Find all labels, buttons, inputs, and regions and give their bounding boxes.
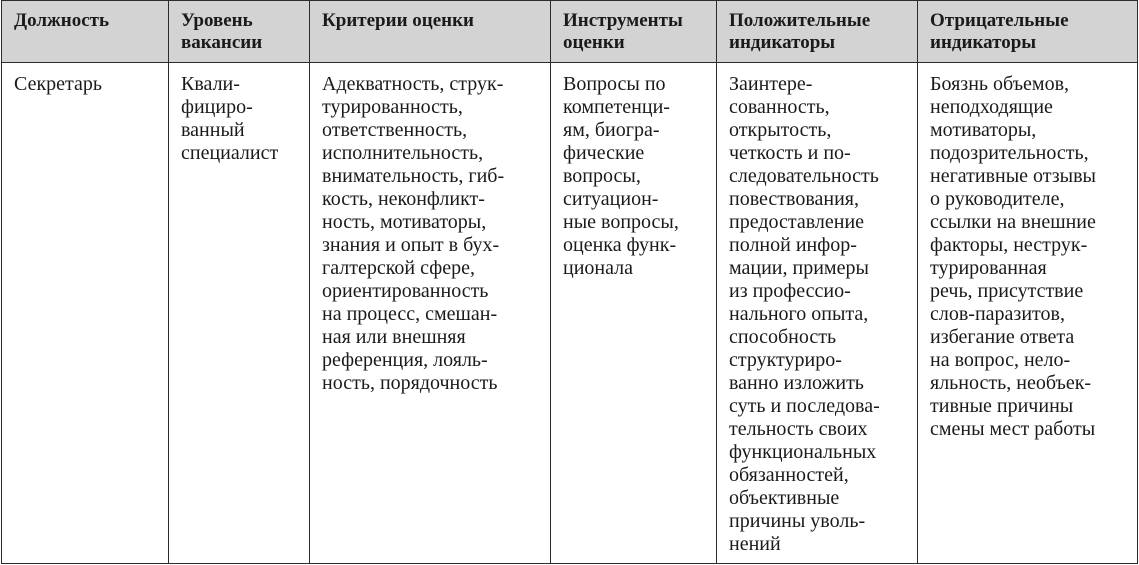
cell-evaluation-tools: Вопросы по компетенци- ям, биогра- фические вопросы, ситуацион- ные вопросы, оценка функ- ционала xyxy=(551,63,717,564)
header-positive-indicators: Положительные индикаторы xyxy=(717,1,918,63)
header-negative-indicators: Отрицательные индикаторы xyxy=(918,1,1138,63)
evaluation-table-page xyxy=(1,0,1137,564)
header-row xyxy=(2,1,1138,63)
table-row xyxy=(2,63,1138,564)
table-body xyxy=(2,63,1138,564)
cell-positive-indicators: Заинтере- сованность, открытость, четкость и по- следовательность повествования, предоставление полной инфор- мации, примеры из профессио- нального опыта, способность структуриро- ванно изложить суть и последова- тельность своих функциональных обязанностей, объективные причины уволь- нений xyxy=(717,63,918,564)
cell-vacancy-level: Квали- фициро- ванный специалист xyxy=(169,63,310,564)
header-evaluation-tools: Инструменты оценки xyxy=(551,1,717,63)
cell-negative-indicators: Боязнь объемов, неподходящие мотиваторы, подозрительность, негативные отзывы о руководителе, ссылки на внешние факторы, неструк- турированная речь, присутствие слов-паразитов, избегание ответа на вопрос, нело- яльность, необъек- тивные причины смены мест работы xyxy=(918,63,1138,564)
header-vacancy-level: Уровень вакансии xyxy=(169,1,310,63)
cell-evaluation-criteria: Адекватность, струк- турированность, ответственность, исполнительность, внимательность, гиб- кость, неконфликт- ность, мотиваторы, знания и опыт в бух- галтерской сфере, ориентированность на процесс, смешан- ная или внешняя референция, лояль- ность, порядочность xyxy=(310,63,551,564)
evaluation-criteria-table xyxy=(1,0,1138,564)
table-header xyxy=(2,1,1138,63)
cell-position: Секретарь xyxy=(2,63,169,564)
header-evaluation-criteria: Критерии оценки xyxy=(310,1,551,63)
header-position: Должность xyxy=(2,1,169,63)
